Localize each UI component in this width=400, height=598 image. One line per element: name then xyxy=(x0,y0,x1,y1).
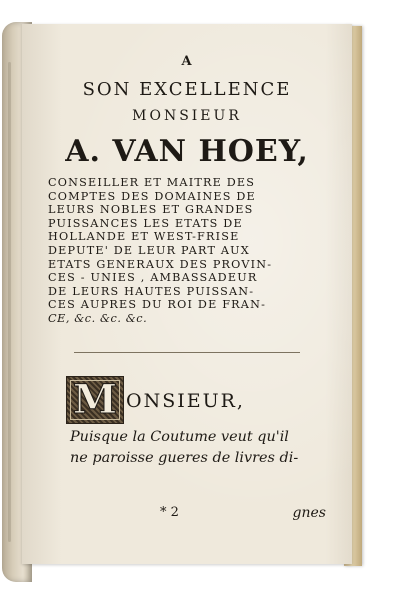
title-line: CES AUPRES DU ROI DE FRAN- xyxy=(48,298,267,312)
title-line: ETATS GENERAUX DES PROVIN- xyxy=(48,257,273,271)
dedication-page xyxy=(22,24,352,564)
title-line: CES - UNIES , AMBASSADEUR xyxy=(48,271,258,285)
catchword: gnes xyxy=(292,505,326,521)
dedicatee-name: A. VAN HOEY, xyxy=(65,134,309,169)
decorated-initial xyxy=(66,376,124,424)
dedicatee-titles xyxy=(48,176,336,326)
title-line: DE LEURS HAUTES PUISSAN- xyxy=(48,284,255,298)
title-line: COMPTES DES DOMAINES DE xyxy=(48,189,256,203)
dedication-a: A xyxy=(181,54,193,69)
title-line: CONSEILLER ET MAITRE DES xyxy=(48,176,256,189)
body-line: ne paroisse gueres de livres di- xyxy=(70,450,299,466)
initial-letter: M xyxy=(72,376,118,423)
title-line: DEPUTE' DE LEUR PART AUX xyxy=(48,243,250,257)
monsieur-heading: MONSIEUR xyxy=(132,108,242,124)
title-line: LEURS NOBLES ET GRANDES xyxy=(48,203,254,217)
son-excellence-heading: SON EXCELLENCE xyxy=(82,79,292,100)
title-line: PUISSANCES LES ETATS DE xyxy=(48,216,243,230)
salutation-text: ONSIEUR, xyxy=(126,390,245,412)
signature-mark: * 2 xyxy=(160,505,179,520)
body-text xyxy=(70,427,330,469)
body-line: Puisque la Coutume veut qu'il xyxy=(70,429,289,445)
title-line: HOLLANDE ET WEST-FRISE xyxy=(48,230,240,244)
title-line: CE, &c. &c. &c. xyxy=(48,311,148,325)
divider-rule xyxy=(74,352,300,353)
